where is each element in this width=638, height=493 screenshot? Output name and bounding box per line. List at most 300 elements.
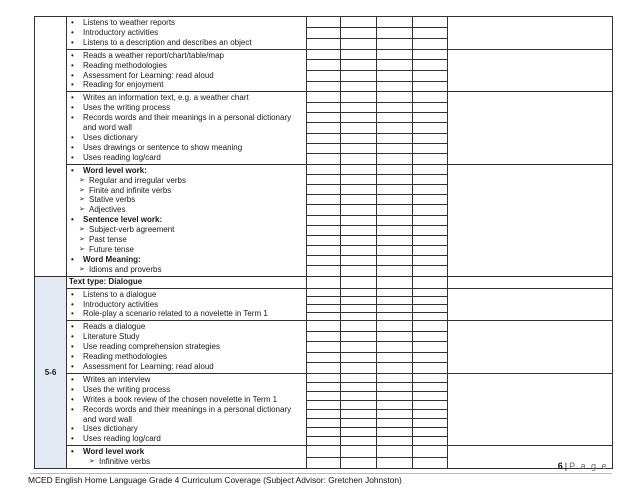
coverage-grid [307,165,340,276]
grid-line [377,205,412,215]
grid-line [413,216,447,226]
grid-line [377,216,412,226]
grid-line [413,392,447,401]
grid-line [377,50,412,61]
grid-line [341,154,376,163]
coverage-cell [377,276,413,288]
coverage-cell [307,92,341,164]
list-item: • Listens to weather reports [69,18,306,28]
section-row [35,164,613,276]
grid-line [377,236,412,246]
grid-line [413,363,447,373]
grid-line [307,374,340,383]
grid-line [413,50,447,61]
page-word: P a g e [569,461,608,471]
bullet-list [69,93,306,162]
grid-line [307,144,340,154]
coverage-grid [413,446,447,468]
grid-line [341,82,376,92]
grid-line [377,419,412,428]
list-item: • Assessment for Learning: read aloud [69,71,306,81]
grid-line [413,134,447,144]
grid-line [307,134,340,144]
coverage-grid [307,321,340,373]
bullet-list [69,290,306,320]
grid-line [307,289,340,297]
sub-list-item: ➢ Infinitive verbs [69,457,306,467]
coverage-cell [341,92,377,164]
list-item: • Uses drawings or sentence to show meaning [69,143,306,153]
grid-line [307,60,340,71]
grid-line [307,195,340,205]
grid-line [413,92,447,102]
grid-line [341,305,376,313]
grid-line [413,446,447,457]
coverage-cell [413,288,448,321]
grid-line [413,165,447,175]
sub-list-item: ➢ Idioms and proverbs [69,265,306,275]
grid-line [341,216,376,226]
coverage-cell [413,49,448,92]
list-item: • Reads a dialogue [69,322,306,332]
coverage-grid [377,374,412,445]
list-item: • Reading methodologies [69,352,306,362]
grid-line [377,17,412,28]
coverage-cell [341,276,377,288]
grid-line [341,446,376,457]
grid-line [377,134,412,144]
grid-line [341,342,376,353]
grid-line [341,50,376,61]
grid-line [377,401,412,410]
coverage-cell [341,446,377,469]
coverage-cell [377,92,413,164]
grid-line [377,226,412,236]
coverage-grid [307,92,340,163]
coverage-cell [448,288,613,321]
grid-line [307,313,340,320]
activities-cell [67,49,307,92]
bullet-list [69,51,306,91]
activities-cell [67,164,307,276]
activities-cell [67,92,307,164]
coverage-cell [341,321,377,374]
grid-line [413,383,447,392]
section-row [35,288,613,321]
grid-line [307,205,340,215]
activities-cell [67,446,307,469]
coverage-cell [377,373,413,445]
coverage-cell [448,276,613,288]
grid-line [341,185,376,195]
grid-line [413,246,447,256]
grid-line [341,458,376,468]
grid-line [377,71,412,82]
list-item: • Writes a book review of the chosen novelette in Term 1 [69,395,306,405]
grid-line [377,113,412,123]
coverage-cell [413,321,448,374]
section-row [35,92,613,164]
coverage-grid [307,374,340,445]
grid-line [413,82,447,92]
grid-line [307,28,340,39]
grid-line [377,321,412,332]
coverage-grid [307,50,340,92]
grid-line [377,246,412,256]
coverage-cell [448,164,613,276]
coverage-grid [377,17,412,49]
list-item: • Introductory activities [69,28,306,38]
grid-line [341,383,376,392]
grid-line [413,103,447,113]
grid-line [307,446,340,457]
coverage-grid [307,289,340,321]
week-label: 5-6 [44,367,57,377]
list-item: • Writes an interview [69,375,306,385]
grid-line [413,428,447,437]
list-item: • Introductory activities [69,300,306,310]
grid-line [377,144,412,154]
coverage-grid [307,446,340,468]
grid-line [413,458,447,468]
grid-line [341,165,376,175]
coverage-grid [377,446,412,468]
sub-list-item: ➢ Regular and irregular verbs [69,176,306,186]
grid-line [377,437,412,445]
grid-line [341,175,376,185]
coverage-grid [413,374,447,445]
grid-line [341,321,376,332]
grid-line [341,60,376,71]
grid-line [341,92,376,102]
grid-line [307,437,340,445]
grid-line [341,401,376,410]
grid-line [307,383,340,392]
coverage-grid [341,289,376,321]
bullet-list [69,166,306,275]
grid-line [413,342,447,353]
grid-line [341,363,376,373]
grid-line [413,419,447,428]
grid-line [413,154,447,163]
grid-line [307,165,340,175]
grid-line [307,321,340,332]
list-item: • Writes an information text, e.g. a weather chart [69,93,306,103]
grid-line [377,103,412,113]
grid-line [413,305,447,313]
text-type-row [35,276,613,288]
sub-list-item: ➢ Subject-verb agreement [69,225,306,235]
coverage-grid [377,289,412,321]
grid-line [341,437,376,445]
grid-line [377,428,412,437]
grid-line [413,144,447,154]
grid-line [377,154,412,163]
grid-line [341,195,376,205]
coverage-cell [448,373,613,445]
grid-line [413,236,447,246]
section-row [35,373,613,445]
coverage-cell [448,17,613,50]
sub-list-item: ➢ Stative verbs [69,195,306,205]
coverage-cell [341,164,377,276]
grid-line [377,123,412,133]
coverage-cell [341,288,377,321]
grid-line [341,134,376,144]
grid-line [413,28,447,39]
grid-line [377,410,412,419]
list-item: • Uses the writing process [69,103,306,113]
grid-line [307,154,340,163]
grid-line [377,165,412,175]
grid-line [341,144,376,154]
week-cell-blank [35,17,67,277]
coverage-grid [341,321,376,373]
grid-line [307,82,340,92]
grid-line [307,297,340,305]
coverage-cell [413,164,448,276]
grid-line [377,383,412,392]
coverage-cell [307,276,341,288]
coverage-grid [377,50,412,92]
grid-line [341,205,376,215]
grid-line [307,392,340,401]
grid-line [413,332,447,343]
grid-line [377,82,412,92]
coverage-cell [413,446,448,469]
grid-line [307,419,340,428]
grid-line [413,256,447,266]
page-number-value: 6 [557,461,563,471]
grid-line [377,185,412,195]
grid-line [307,342,340,353]
grid-line [307,185,340,195]
grid-line [413,401,447,410]
list-item: • Reading methodologies [69,61,306,71]
grid-line [341,28,376,39]
grid-line [413,205,447,215]
list-item: • Uses dictionary [69,424,306,434]
bullet-list [69,447,306,467]
coverage-grid [413,50,447,92]
coverage-cell [307,446,341,469]
grid-line [413,123,447,133]
coverage-grid [341,92,376,163]
list-item: • Uses reading log/card [69,153,306,163]
grid-line [377,332,412,343]
coverage-cell [307,373,341,445]
grid-line [307,428,340,437]
activities-cell [67,373,307,445]
coverage-cell [307,164,341,276]
footer-divider [30,473,612,474]
coverage-grid [341,17,376,49]
coverage-grid [307,17,340,49]
coverage-cell [307,288,341,321]
grid-line [377,392,412,401]
coverage-grid [341,165,376,276]
grid-line [413,39,447,49]
grid-line [377,363,412,373]
grid-line [377,195,412,205]
section-row [35,49,613,92]
sub-list-item: ➢ Future tense [69,245,306,255]
grid-line [377,266,412,275]
grid-line [377,305,412,313]
grid-line [307,458,340,468]
coverage-cell [448,49,613,92]
grid-line [377,446,412,457]
grid-line [413,353,447,364]
grid-line [341,313,376,320]
coverage-cell [413,17,448,50]
grid-line [307,226,340,236]
text-type-heading: Text type: Dialogue [67,276,307,288]
grid-line [341,428,376,437]
activities-cell [67,17,307,50]
grid-line [341,353,376,364]
coverage-cell [377,164,413,276]
grid-line [341,392,376,401]
week-cell [35,276,67,468]
coverage-cell [341,17,377,50]
grid-line [307,236,340,246]
grid-line [307,363,340,373]
grid-line [341,236,376,246]
list-item: • Listens to a dialogue [69,290,306,300]
grid-line [341,374,376,383]
grid-line [307,332,340,343]
grid-line [341,256,376,266]
list-item: • Reads a weather report/chart/table/map [69,51,306,61]
coverage-cell [377,17,413,50]
coverage-cell [341,373,377,445]
grid-line [377,92,412,102]
section-row [35,321,613,374]
grid-line [341,226,376,236]
coverage-grid [341,50,376,92]
coverage-cell [413,373,448,445]
grid-line [377,39,412,49]
coverage-cell [413,276,448,288]
grid-line [413,60,447,71]
grid-line [377,374,412,383]
grid-line [341,419,376,428]
list-item: • Role-play a scenario related to a novelette in Term 1 [69,309,306,319]
list-item: • Records words and their meanings in a personal dictionary and word wall [69,113,306,133]
grid-line [307,353,340,364]
coverage-cell [307,17,341,50]
grid-line [307,266,340,275]
bullet-list [69,322,306,372]
grid-line [413,297,447,305]
coverage-grid [413,289,447,321]
coverage-cell [413,92,448,164]
grid-line [377,342,412,353]
bullet-list [69,375,306,444]
grid-line [377,353,412,364]
grid-line [413,266,447,275]
list-item: • Assessment for Learning: read aloud [69,362,306,372]
list-item: • Use reading comprehension strategies [69,342,306,352]
section-row [35,17,613,50]
grid-line [307,216,340,226]
grid-line [307,113,340,123]
list-item: • Word level work: [69,166,306,176]
grid-line [377,289,412,297]
grid-line [413,321,447,332]
grid-line [413,185,447,195]
coverage-grid [377,165,412,276]
grid-line [413,17,447,28]
grid-line [307,50,340,61]
grid-line [413,289,447,297]
coverage-cell [377,446,413,469]
coverage-grid [341,446,376,468]
sub-list-item: ➢ Finite and infinite verbs [69,186,306,196]
grid-line [307,17,340,28]
list-item: • Uses the writing process [69,385,306,395]
coverage-grid [377,321,412,373]
coverage-grid [341,374,376,445]
coverage-grid [413,165,447,276]
grid-line [341,266,376,275]
bullet-list [69,18,306,48]
list-item: • Literature Study [69,332,306,342]
coverage-cell [341,49,377,92]
grid-line [307,305,340,313]
grid-line [341,17,376,28]
grid-line [341,246,376,256]
page-number: 6 | P a g e [557,461,608,471]
coverage-grid [413,92,447,163]
list-item: • Word Meaning: [69,255,306,265]
grid-line [307,39,340,49]
grid-line [307,401,340,410]
grid-line [413,313,447,320]
grid-line [341,123,376,133]
coverage-cell [377,288,413,321]
grid-line [377,175,412,185]
grid-line [307,256,340,266]
list-item: • Word level work [69,447,306,457]
grid-line [377,60,412,71]
grid-line [341,103,376,113]
grid-line [307,92,340,102]
coverage-cell [307,321,341,374]
grid-line [341,113,376,123]
coverage-grid [377,92,412,163]
grid-line [341,332,376,343]
grid-line [413,175,447,185]
grid-line [377,458,412,468]
coverage-cell [377,321,413,374]
sub-list-item: ➢ Adjectives [69,205,306,215]
grid-line [341,289,376,297]
grid-line [377,297,412,305]
list-item: • Listens to a description and describes an object [69,38,306,48]
curriculum-coverage-table [34,16,613,469]
activities-cell [67,288,307,321]
list-item: • Sentence level work: [69,215,306,225]
grid-line [377,28,412,39]
grid-line [413,374,447,383]
grid-line [307,123,340,133]
coverage-cell [307,49,341,92]
list-item: • Reading for enjoyment [69,80,306,90]
grid-line [307,103,340,113]
grid-line [413,71,447,82]
